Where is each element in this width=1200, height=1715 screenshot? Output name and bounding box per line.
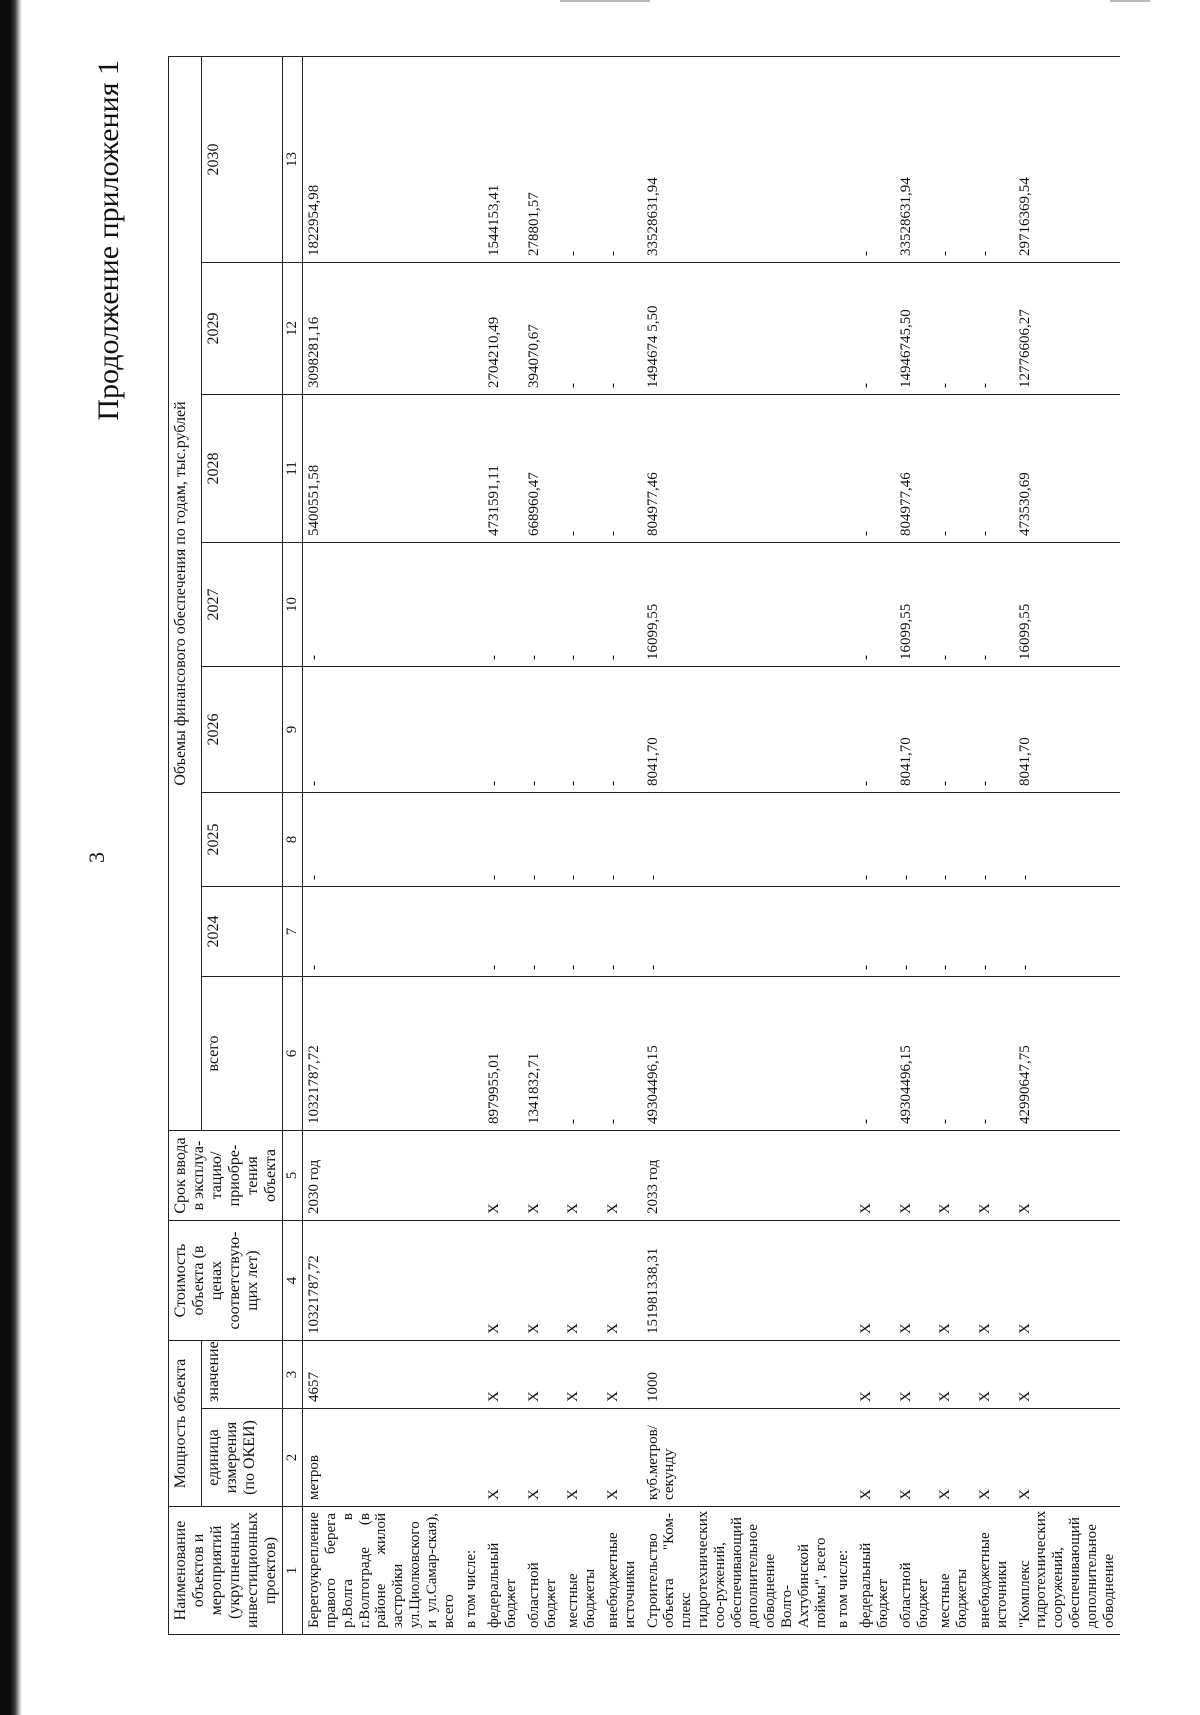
row-2028: - xyxy=(602,395,642,543)
column-number: 10 xyxy=(283,543,303,667)
empty-cell xyxy=(832,793,855,887)
row-unit: X xyxy=(602,1409,642,1507)
row-cost: X xyxy=(602,1221,642,1341)
column-number: 5 xyxy=(283,1131,303,1221)
row-term: X xyxy=(562,1131,602,1221)
empty-cell xyxy=(460,977,483,1131)
row-value: X xyxy=(855,1341,895,1409)
row-name: федеральный бюджет xyxy=(483,1507,523,1635)
column-number: 11 xyxy=(283,395,303,543)
row-term: X xyxy=(974,1131,1014,1221)
row-2028: - xyxy=(562,395,602,543)
row-unit: X xyxy=(1014,1409,1121,1507)
row-total: - xyxy=(562,977,602,1131)
row-2026: 8041,70 xyxy=(642,667,833,793)
row-unit: куб.метров/ секунду xyxy=(642,1409,833,1507)
header-year-2027: 2027 xyxy=(202,543,283,667)
row-2024: - xyxy=(602,887,642,977)
row-cost: X xyxy=(483,1221,523,1341)
header-year-2026: 2026 xyxy=(202,667,283,793)
row-value: X xyxy=(1014,1341,1121,1409)
row-2027: - xyxy=(855,543,895,667)
row-2026: - xyxy=(523,667,563,793)
row-cost: X xyxy=(974,1221,1014,1341)
row-2024: - xyxy=(483,887,523,977)
empty-cell xyxy=(832,977,855,1131)
row-2026: - xyxy=(974,667,1014,793)
row-2028: 473530,69 xyxy=(1014,395,1121,543)
empty-cell xyxy=(832,1221,855,1341)
header-year-2030: 2030 xyxy=(202,56,283,262)
empty-cell xyxy=(460,543,483,667)
row-2027: 16099,55 xyxy=(1014,543,1121,667)
row-2026: - xyxy=(303,667,461,793)
row-value: X xyxy=(974,1341,1014,1409)
row-value: X xyxy=(934,1341,974,1409)
row-2026: - xyxy=(934,667,974,793)
header-unit: единица измерения (по ОКЕИ) xyxy=(202,1409,283,1507)
row-2027: - xyxy=(523,543,563,667)
table-row xyxy=(1014,56,1121,1634)
row-value: X xyxy=(483,1341,523,1409)
row-2028: - xyxy=(934,395,974,543)
row-2025: - xyxy=(602,793,642,887)
row-2027: - xyxy=(602,543,642,667)
row-2030: 33528631,94 xyxy=(895,56,935,262)
row-2030: - xyxy=(934,56,974,262)
header-year-2029: 2029 xyxy=(202,263,283,395)
row-2030: 29716369,54 xyxy=(1014,56,1121,262)
row-cost: X xyxy=(934,1221,974,1341)
header-cost: Стоимость объекта (в ценах соответствую-щих лет) xyxy=(169,1221,283,1341)
empty-cell xyxy=(832,887,855,977)
empty-cell xyxy=(832,1409,855,1507)
row-cost: 10321787,72 xyxy=(303,1221,461,1341)
row-2030: 33528631,94 xyxy=(642,56,833,262)
header-year-2028: 2028 xyxy=(202,395,283,543)
row-total: 1341832,71 xyxy=(523,977,563,1131)
table-row xyxy=(642,56,833,1634)
row-term: X xyxy=(602,1131,642,1221)
row-2024: - xyxy=(303,887,461,977)
row-value: X xyxy=(523,1341,563,1409)
empty-cell xyxy=(832,543,855,667)
column-number: 7 xyxy=(283,887,303,977)
row-2025: - xyxy=(483,793,523,887)
row-name: внебюджетные источники xyxy=(974,1507,1014,1635)
row-unit: X xyxy=(562,1409,602,1507)
column-number: 1 xyxy=(283,1507,303,1635)
row-2026: 8041,70 xyxy=(895,667,935,793)
table-row xyxy=(523,56,563,1634)
row-2029: 3098281,16 xyxy=(303,263,461,395)
row-term: 2030 год xyxy=(303,1131,461,1221)
row-term: 2033 год xyxy=(642,1131,833,1221)
row-2024: - xyxy=(642,887,833,977)
subheading-cell: в том числе: xyxy=(460,1507,483,1635)
row-total: - xyxy=(602,977,642,1131)
table-row xyxy=(483,56,523,1634)
empty-cell xyxy=(460,1409,483,1507)
row-value: 1000 xyxy=(642,1341,833,1409)
row-2026: 8041,70 xyxy=(1014,667,1121,793)
row-2026: - xyxy=(483,667,523,793)
row-cost: X xyxy=(562,1221,602,1341)
row-2029: 2704210,49 xyxy=(483,263,523,395)
row-value: X xyxy=(602,1341,642,1409)
table-subheading-row xyxy=(832,56,855,1634)
row-2029: 14946745,50 xyxy=(895,263,935,395)
row-2027: 16099,55 xyxy=(895,543,935,667)
financing-table xyxy=(168,56,1120,1635)
row-2028: 5400551,58 xyxy=(303,395,461,543)
row-2030: - xyxy=(562,56,602,262)
row-term: X xyxy=(895,1131,935,1221)
column-number: 4 xyxy=(283,1221,303,1341)
table-row xyxy=(974,56,1014,1634)
row-cost: X xyxy=(523,1221,563,1341)
row-unit: X xyxy=(974,1409,1014,1507)
row-value: 4657 xyxy=(303,1341,461,1409)
row-2029: - xyxy=(562,263,602,395)
row-2024: - xyxy=(523,887,563,977)
row-name: областной бюджет xyxy=(895,1507,935,1635)
row-2026: - xyxy=(602,667,642,793)
empty-cell xyxy=(460,667,483,793)
row-2029: 394070,67 xyxy=(523,263,563,395)
row-2025: - xyxy=(1014,793,1121,887)
row-2030: 278801,57 xyxy=(523,56,563,262)
row-2024: - xyxy=(1014,887,1121,977)
row-total: 49304496,15 xyxy=(895,977,935,1131)
empty-cell xyxy=(460,263,483,395)
row-2025: - xyxy=(934,793,974,887)
row-cost: X xyxy=(855,1221,895,1341)
row-2027: - xyxy=(483,543,523,667)
row-unit: метров xyxy=(303,1409,461,1507)
row-2025: - xyxy=(642,793,833,887)
empty-cell xyxy=(460,395,483,543)
table-body xyxy=(303,56,1121,1634)
table-row xyxy=(895,56,935,1634)
row-2027: 16099,55 xyxy=(642,543,833,667)
row-2024: - xyxy=(934,887,974,977)
row-2029: 12776606,27 xyxy=(1014,263,1121,395)
appendix-heading: Продолжение приложения 1 xyxy=(92,60,125,421)
row-2025: - xyxy=(895,793,935,887)
row-total: - xyxy=(934,977,974,1131)
row-2029: - xyxy=(974,263,1014,395)
row-total: 42990647,75 xyxy=(1014,977,1121,1131)
row-2028: 4731591,11 xyxy=(483,395,523,543)
row-total: 49304496,15 xyxy=(642,977,833,1131)
row-cost: X xyxy=(1014,1221,1121,1341)
row-2030: - xyxy=(974,56,1014,262)
column-number: 9 xyxy=(283,667,303,793)
empty-cell xyxy=(832,1341,855,1409)
row-unit: X xyxy=(483,1409,523,1507)
row-name: внебюджетные источники xyxy=(602,1507,642,1635)
row-unit: X xyxy=(895,1409,935,1507)
row-2024: - xyxy=(855,887,895,977)
row-unit: X xyxy=(523,1409,563,1507)
table-row xyxy=(855,56,895,1634)
column-number: 8 xyxy=(283,793,303,887)
row-term: X xyxy=(523,1131,563,1221)
header-total: всего xyxy=(202,977,283,1131)
row-name: областной бюджет xyxy=(523,1507,563,1635)
header-name: Наименование объектов и мероприятий (укрупненных инвестиционных проектов) xyxy=(169,1507,283,1635)
header-funding: Объемы финансового обеспечения по годам, тыс.рублей xyxy=(169,56,202,1130)
column-number: 3 xyxy=(283,1341,303,1409)
row-2028: - xyxy=(855,395,895,543)
row-2029: - xyxy=(855,263,895,395)
row-2030: - xyxy=(855,56,895,262)
row-2029: - xyxy=(602,263,642,395)
table-row xyxy=(562,56,602,1634)
row-2027: - xyxy=(974,543,1014,667)
header-value: значение xyxy=(202,1341,283,1409)
row-2029: 1494674 5,50 xyxy=(642,263,833,395)
row-2027: - xyxy=(562,543,602,667)
row-total: - xyxy=(855,977,895,1131)
column-number: 2 xyxy=(283,1409,303,1507)
column-number-row xyxy=(283,56,303,1634)
row-2025: - xyxy=(562,793,602,887)
row-2028: - xyxy=(974,395,1014,543)
row-2027: - xyxy=(934,543,974,667)
table-row xyxy=(303,56,461,1634)
row-name: федеральный бюджет xyxy=(855,1507,895,1635)
row-2027: - xyxy=(303,543,461,667)
row-2028: 668960,47 xyxy=(523,395,563,543)
header-year-2024: 2024 xyxy=(202,887,283,977)
row-2026: - xyxy=(855,667,895,793)
row-2030: 1544153,41 xyxy=(483,56,523,262)
row-2030: 1822954,98 xyxy=(303,56,461,262)
row-2025: - xyxy=(855,793,895,887)
row-2028: 804977,46 xyxy=(642,395,833,543)
row-cost: X xyxy=(895,1221,935,1341)
page-number: 3 xyxy=(84,852,109,863)
row-term: X xyxy=(855,1131,895,1221)
row-unit: X xyxy=(855,1409,895,1507)
row-total: 8979955,01 xyxy=(483,977,523,1131)
row-total: - xyxy=(974,977,1014,1131)
header-year-2025: 2025 xyxy=(202,793,283,887)
table-subheading-row xyxy=(460,56,483,1634)
empty-cell xyxy=(460,1341,483,1409)
empty-cell xyxy=(460,793,483,887)
row-term: X xyxy=(1014,1131,1121,1221)
column-number: 6 xyxy=(283,977,303,1131)
column-number: 13 xyxy=(283,56,303,262)
row-name: местные бюджеты xyxy=(562,1507,602,1635)
row-2025: - xyxy=(303,793,461,887)
row-2029: - xyxy=(934,263,974,395)
row-2030: - xyxy=(602,56,642,262)
row-name: "Комплекс гидротехнических сооружений, обеспечивающий дополнительное обводнение xyxy=(1014,1507,1121,1635)
empty-cell xyxy=(460,1131,483,1221)
row-cost: 151981338,31 xyxy=(642,1221,833,1341)
empty-cell xyxy=(832,1131,855,1221)
row-term: X xyxy=(483,1131,523,1221)
row-name: Берегоукрепление правого берега р.Волга в г.Волгограде (в районе жилой застройки ул.Циолковского и ул.Самар-ская), всего xyxy=(303,1507,461,1635)
row-term: X xyxy=(934,1131,974,1221)
empty-cell xyxy=(832,395,855,543)
row-2026: - xyxy=(562,667,602,793)
table-row xyxy=(602,56,642,1634)
row-2028: 804977,46 xyxy=(895,395,935,543)
row-total: 10321787,72 xyxy=(303,977,461,1131)
empty-cell xyxy=(832,667,855,793)
table-row xyxy=(934,56,974,1634)
row-2025: - xyxy=(523,793,563,887)
row-unit: X xyxy=(934,1409,974,1507)
empty-cell xyxy=(460,56,483,262)
empty-cell xyxy=(460,887,483,977)
header-capacity: Мощность объекта xyxy=(169,1341,202,1507)
subheading-cell: в том числе: xyxy=(832,1507,855,1635)
empty-cell xyxy=(460,1221,483,1341)
header-term: Срок ввода в эксплуа-тацию/ приобре-тения объекта xyxy=(169,1131,283,1221)
row-name: Строительство объекта "Ком-плекс гидротехнических соо-ружений, обеспечивающий дополнительное обводнение Волго-Ахтубинской поймы", всего xyxy=(642,1507,833,1635)
row-value: X xyxy=(562,1341,602,1409)
empty-cell xyxy=(832,56,855,262)
empty-cell xyxy=(832,263,855,395)
row-value: X xyxy=(895,1341,935,1409)
row-name: местные бюджеты xyxy=(934,1507,974,1635)
row-2024: - xyxy=(562,887,602,977)
row-2025: - xyxy=(974,793,1014,887)
column-number: 12 xyxy=(283,263,303,395)
row-2024: - xyxy=(974,887,1014,977)
row-2024: - xyxy=(895,887,935,977)
